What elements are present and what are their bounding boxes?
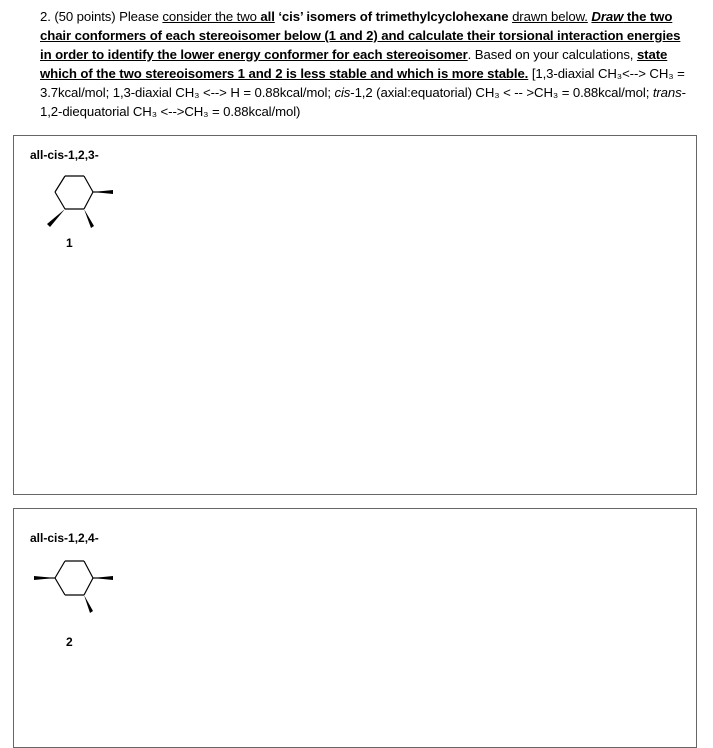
- question-energy-values-1: [1,3-diaxial CH₃<--> CH₃ = 3.7kcal/mol; 1,3-diaxial CH₃ <--> H = 0.88kcal/mol;: [40, 66, 685, 100]
- wedge-bond: [93, 576, 113, 580]
- ring-bond: [55, 578, 65, 595]
- wedge-bond: [47, 209, 65, 227]
- question-drawn-below: drawn below.: [512, 9, 588, 24]
- ring-bond: [84, 192, 93, 209]
- wedge-bond: [84, 595, 93, 613]
- ring-bond: [84, 578, 93, 595]
- question-energy-values-2: -1,2 (axial:equatorial) CH₃ < -- >CH₃ = 0.88kcal/mol;: [350, 85, 653, 100]
- molecule-1-structure: [30, 172, 120, 237]
- question-based-on: . Based on your calculations,: [467, 47, 637, 62]
- question-all: all: [260, 9, 275, 24]
- ring-bond: [84, 561, 93, 578]
- question-energy-values-3: -1,2-diequatorial CH₃ <-->CH₃ = 0.88kcal/mol): [40, 85, 686, 119]
- question-isomers: ‘cis’ isomers of trimethylcyclohexane: [274, 9, 509, 24]
- box-1-title: all-cis-1,2,3-: [30, 148, 99, 162]
- ring-bond: [84, 176, 93, 192]
- molecule-2-structure: [30, 557, 120, 619]
- ring-bond: [55, 192, 65, 209]
- question-intro: 2. (50 points) Please: [40, 9, 163, 24]
- question-draw: Draw: [591, 9, 624, 24]
- answer-box-2[interactable]: [13, 508, 697, 748]
- ring-bond: [55, 561, 65, 578]
- wedge-bond: [84, 209, 94, 228]
- answer-box-1[interactable]: [13, 135, 697, 495]
- question-text: [40, 7, 690, 121]
- compound-number-1: 1: [66, 236, 73, 250]
- wedge-bond: [34, 576, 55, 580]
- question-trans: trans: [652, 85, 682, 100]
- wedge-bond: [93, 190, 113, 194]
- ring-bond: [55, 176, 65, 192]
- question-consider: consider the two: [162, 9, 261, 24]
- box-2-title: all-cis-1,2,4-: [30, 531, 99, 545]
- question-cis: cis: [334, 85, 351, 100]
- question-state-stability: state which of the two stereoisomers 1 and 2 is less stable and which is more stable.: [40, 47, 668, 81]
- compound-number-2: 2: [66, 635, 73, 649]
- question-draw-instructions: the two chair conformers of each stereoisomer below (1 and 2) and calculate their torsional interaction energies in order to identify the lower energy conformer for each stereoisomer: [40, 9, 681, 62]
